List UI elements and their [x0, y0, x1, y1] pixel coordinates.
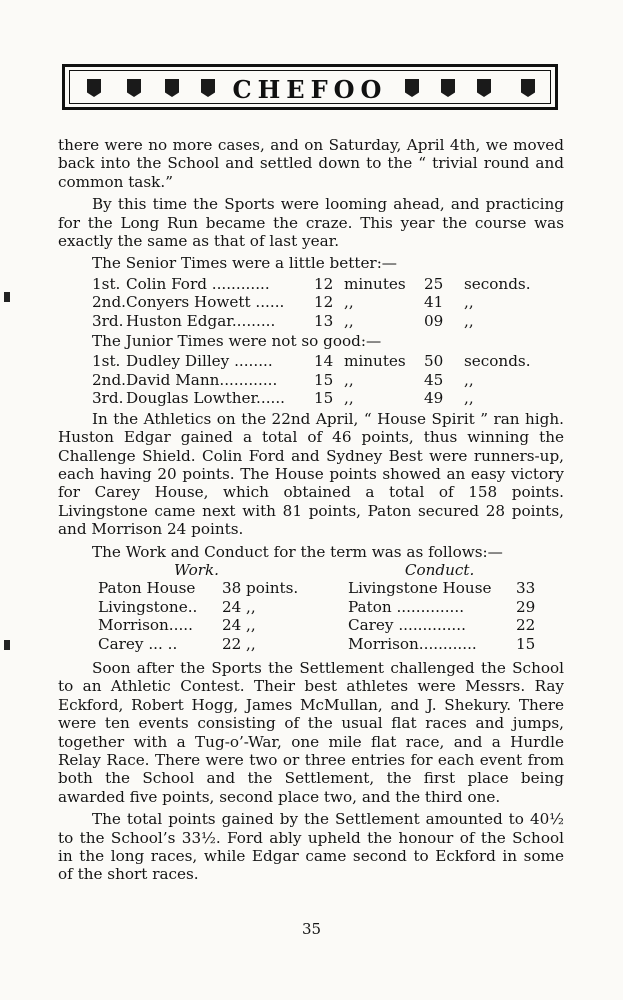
table-row — [92, 389, 531, 407]
seconds-value: 09 — [424, 311, 444, 330]
conduct-house: Paton .............. — [348, 597, 465, 616]
margin-mark — [4, 292, 10, 302]
place: 3rd. — [92, 311, 124, 330]
work-conduct-intro: The Work and Conduct for the term was as follows:— — [92, 542, 503, 561]
runner-name: Colin Ford ............ — [126, 274, 270, 293]
minutes-value: 12 — [314, 274, 334, 293]
table-row — [92, 275, 531, 293]
runner-name: David Mann............ — [126, 370, 278, 389]
seconds-value: 45 — [424, 370, 444, 389]
minutes-unit: minutes — [344, 274, 406, 293]
work-unit: ,, — [246, 616, 256, 635]
margin-mark — [4, 640, 10, 650]
minutes-unit: ,, — [344, 370, 354, 389]
conduct-house: Livingstone House — [348, 579, 492, 598]
minutes-value: 14 — [314, 352, 334, 371]
minutes-unit: ,, — [344, 293, 354, 312]
minutes-value: 15 — [314, 370, 334, 389]
conduct-points: 33 — [516, 579, 536, 598]
conduct-heading: Conduct. — [404, 560, 475, 579]
conduct-house: Carey .............. — [348, 616, 466, 635]
seconds-unit: seconds. — [464, 352, 531, 371]
table-row — [92, 371, 531, 389]
minutes-value: 12 — [314, 293, 334, 312]
page-body — [58, 136, 564, 884]
seconds-unit: ,, — [464, 389, 474, 408]
seconds-value: 50 — [424, 352, 444, 371]
table-row — [92, 293, 531, 311]
runner-name: Douglas Lowther...... — [126, 389, 286, 408]
seconds-unit: ,, — [464, 370, 474, 389]
work-house: Paton House — [98, 579, 196, 598]
work-conduct-headings — [140, 561, 564, 579]
header-banner — [62, 64, 558, 110]
paragraph: there were no more cases, and on Saturday, April 4th, we moved back into the School and settled down to the “ trivial round and common task.” — [58, 136, 564, 191]
runner-name: Huston Edgar......... — [126, 311, 276, 330]
work-unit: points. — [246, 579, 299, 598]
work-conduct-table — [98, 579, 535, 653]
work-points: 24 — [222, 616, 242, 635]
place: 1st. — [92, 274, 121, 293]
table-row — [98, 635, 535, 653]
table-row — [98, 616, 535, 634]
work-unit: ,, — [246, 597, 256, 616]
table-row — [92, 312, 531, 330]
seconds-value: 25 — [424, 274, 444, 293]
minutes-unit: minutes — [344, 352, 406, 371]
place: 2nd. — [92, 370, 126, 389]
place: 3rd. — [92, 389, 124, 408]
place: 2nd. — [92, 293, 126, 312]
work-house: Carey ... .. — [98, 634, 178, 653]
seconds-unit: ,, — [464, 311, 474, 330]
work-heading: Work. — [174, 560, 220, 579]
paragraph: Soon after the Sports the Settlement challenged the School to an Athletic Contest. Their best athletes were Messrs. Ray Eckford, Robert Hogg, James McMullan, and J. Shekury. There were ten events consisting of the usual flat races and jumps, together with a Tug-o’-War, one mile flat race, and a Hurdle Relay Race. There were two or three entries for each event from both the School and the Settlement, the first place being awarded five points, second place two, and the third one. — [58, 658, 564, 806]
runner-name: Conyers Howett ...... — [126, 293, 285, 312]
runner-name: Dudley Dilley ........ — [126, 352, 273, 371]
seconds-unit: seconds. — [464, 274, 531, 293]
banner-title: CHEFOO — [232, 75, 388, 104]
work-unit: ,, — [246, 634, 256, 653]
table-row — [98, 598, 535, 616]
conduct-points: 29 — [516, 597, 536, 616]
conduct-points: 22 — [516, 616, 536, 635]
paragraph: In the Athletics on the 22nd April, “ House Spirit ” ran high. Huston Edgar gained a total of 46 points, thus winning the Challenge Shield. Colin Ford and Sydney Best were runners-up, each having 20 points. The House points showed an easy victory for Carey House, which obtained a total of 158 points. Livingstone came next with 81 points, Paton secured 28 points, and Morrison 24 points. — [58, 409, 564, 539]
work-house: Morrison..... — [98, 616, 193, 635]
page-number: 35 — [301, 920, 322, 938]
place: 1st. — [92, 352, 121, 371]
work-points: 24 — [222, 597, 242, 616]
minutes-value: 13 — [314, 311, 334, 330]
seconds-value: 41 — [424, 293, 444, 312]
table-row — [98, 579, 535, 597]
minutes-unit: ,, — [344, 389, 354, 408]
senior-times-table — [92, 275, 531, 330]
paragraph: The total points gained by the Settlement amounted to 40½ to the School’s 33½. Ford ably upheld the honour of the School in the long races, while Edgar came second to Eckford in some of the short races. — [58, 810, 564, 884]
senior-times-intro: The Senior Times were a little better:— — [92, 254, 397, 273]
conduct-points: 15 — [516, 634, 536, 653]
minutes-value: 15 — [314, 389, 334, 408]
work-house: Livingstone.. — [98, 597, 198, 616]
table-row — [92, 352, 531, 370]
minutes-unit: ,, — [344, 311, 354, 330]
seconds-value: 49 — [424, 389, 444, 408]
paragraph: By this time the Sports were looming ahead, and practicing for the Long Run became the craze. This year the course was exactly the same as that of last year. — [58, 195, 564, 251]
junior-times-table — [92, 352, 531, 407]
junior-times-intro: The Junior Times were not so good:— — [92, 332, 382, 351]
seconds-unit: ,, — [464, 293, 474, 312]
work-points: 38 — [222, 579, 242, 598]
conduct-house: Morrison............ — [348, 634, 477, 653]
work-points: 22 — [222, 634, 242, 653]
